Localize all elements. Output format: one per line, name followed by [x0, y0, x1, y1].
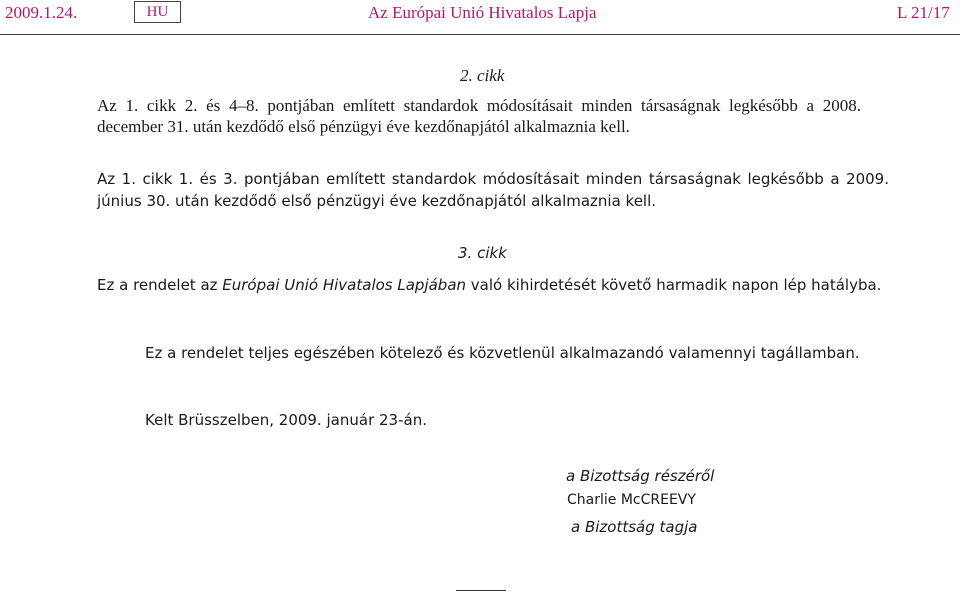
article-2-paragraph-2: Az 1. cikk 1. és 3. pontjában említett standardok módosításait minden társaságnak legkésőbb a 2009. június 30. után kezdődő első pénzügyi éve kezdőnapjától alkalmaznia kell.: [97, 170, 889, 210]
journal-title: Az Európai Unió Hivatalos Lapja: [368, 3, 597, 22]
header-date: 2009.1.24.: [5, 3, 78, 22]
done-at-line: Kelt Brüsszelben, 2009. január 23-án.: [145, 411, 427, 429]
signatory-name: Charlie McCREEVY: [567, 492, 696, 508]
article-2-paragraph-1: Az 1. cikk 2. és 4–8. pontjában említett standardok módosításait minden társaságnak legkésőbb a 2008. december 31. után kezdődő első pénzügyi éve kezdőnapjától alkalmaznia kell.: [97, 96, 861, 136]
article-3-text-end: való kihirdetését követő harmadik napon lép hatályba.: [466, 276, 882, 294]
article-3-paragraph: [97, 276, 881, 294]
binding-clause: Ez a rendelet teljes egészében kötelező és közvetlenül alkalmazandó valamennyi tagállamban.: [145, 344, 860, 362]
article-3-text-start: Ez a rendelet az: [97, 276, 223, 294]
language-badge: HU: [134, 1, 181, 23]
article-2-heading: 2. cikk: [460, 66, 505, 85]
header-divider: [0, 34, 960, 35]
footnote-divider: [456, 590, 506, 591]
signature-on-behalf: a Bizottság részéről: [566, 467, 715, 485]
article-3-heading: 3. cikk: [458, 244, 507, 262]
official-journal-name: Európai Unió Hivatalos Lapjában: [222, 276, 467, 294]
page-reference: L 21/17: [897, 3, 950, 22]
signatory-role: a Bizottság tagja: [571, 518, 698, 536]
